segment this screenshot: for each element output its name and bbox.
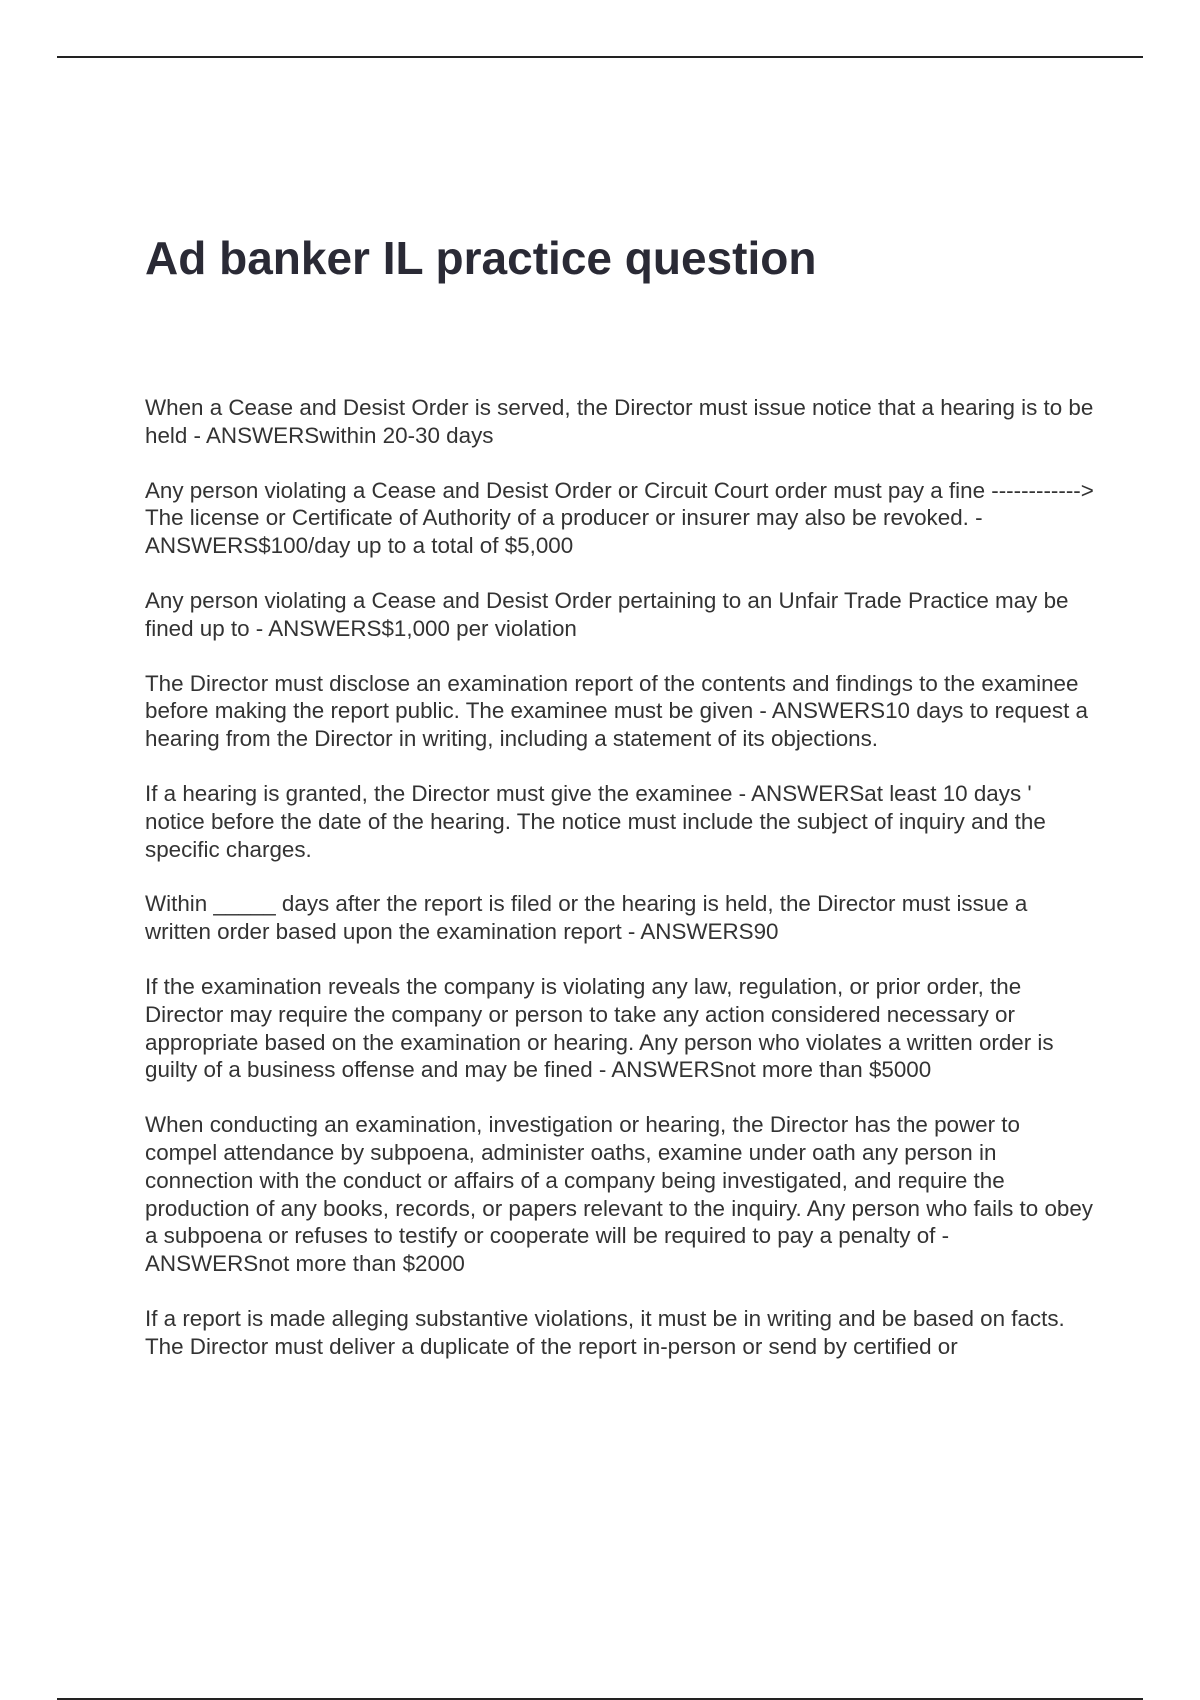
qa-item-9: If a report is made alleging substantive violations, it must be in writing and be based on facts. The Director must deliver a duplicate of the report in-person or send by certified or	[145, 1305, 1065, 1359]
qa-item-2: Any person violating a Cease and Desist Order or Circuit Court order must pay a fine ------------> The license or Certificate of Authority of a producer or insurer may also be revoked. - ANSWERS$100/day up to a total of $5,000	[145, 477, 1094, 559]
qa-item-5: If a hearing is granted, the Director must give the examinee - ANSWERSat least 10 days ' notice before the date of the hearing. The notice must include the subject of inquiry and the specific charges.	[145, 780, 1046, 862]
qa-item-4: The Director must disclose an examination report of the contents and findings to the examinee before making the report public. The examinee must be given - ANSWERS10 days to request a hearing from the Director in writing, including a statement of its objections.	[145, 670, 1088, 752]
qa-item-6: Within _____ days after the report is filed or the hearing is held, the Director must issue a written order based upon the examination report - ANSWERS90	[145, 891, 1028, 945]
qa-item-8: When conducting an examination, investigation or hearing, the Director has the power to compel attendance by subpoena, administer oaths, examine under oath any person in connection with the conduct or affairs of a company being investigated, and require the production of any books, records, or papers relevant to the inquiry. Any person who fails to obey a subpoena or refuses to testify or cooperate will be required to pay a penalty of - ANSWERSnot more than $2000	[145, 1112, 1093, 1277]
page-title: Ad banker IL practice question	[145, 232, 817, 284]
qa-item-3: Any person violating a Cease and Desist Order pertaining to an Unfair Trade Practice may be fined up to - ANSWERS$1,000 per violation	[145, 587, 1069, 641]
qa-item-7: If the examination reveals the company is violating any law, regulation, or prior order, the Director may require the company or person to take any action considered necessary or appropriate based on the examination or hearing. Any person who violates a written order is guilty of a business offense and may be fined - ANSWERSnot more than $5000	[145, 973, 1054, 1083]
header-rule	[57, 56, 1143, 58]
qa-item-1: When a Cease and Desist Order is served, the Director must issue notice that a hearing is to be held - ANSWERSwithin 20-30 days	[145, 395, 1094, 448]
document-body	[145, 228, 1095, 1388]
qa-list	[145, 394, 1095, 1361]
